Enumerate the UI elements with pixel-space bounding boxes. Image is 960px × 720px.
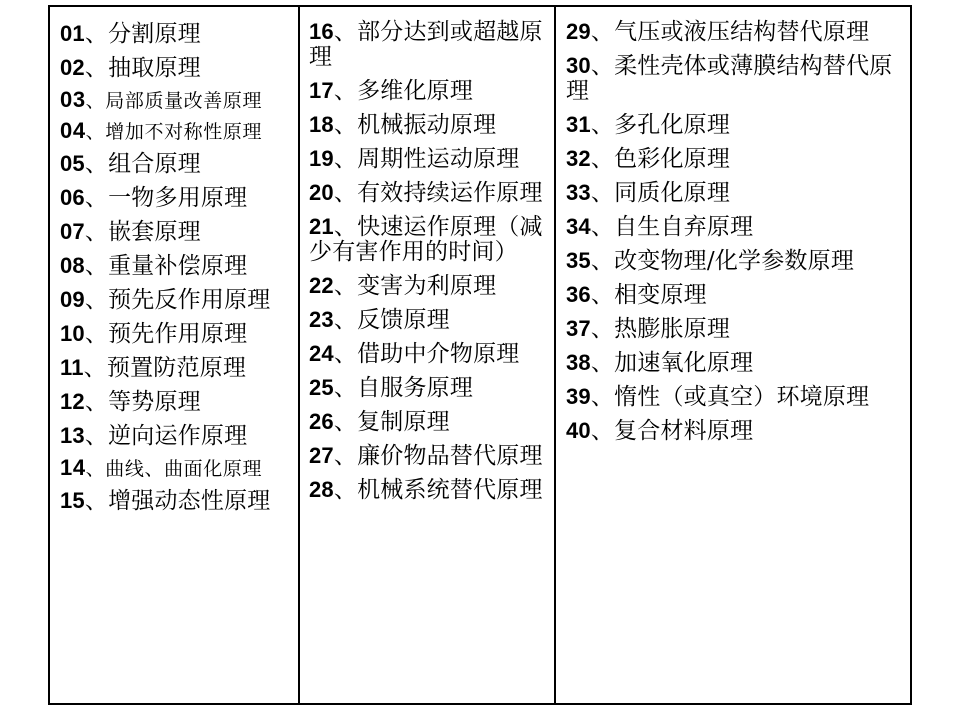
principle-number: 39 xyxy=(566,384,591,409)
principle-name: 多孔化原理 xyxy=(614,112,731,138)
principle-item xyxy=(60,423,292,449)
principle-number: 03 xyxy=(60,87,86,112)
principle-item xyxy=(60,185,292,211)
principle-number: 10 xyxy=(60,321,85,346)
principle-name: 改变物理/化学参数原理 xyxy=(614,248,855,274)
principle-name: 机械系统替代原理 xyxy=(357,477,543,503)
principle-separator: 、 xyxy=(85,90,106,112)
principle-name: 自服务原理 xyxy=(357,375,474,401)
principles-table xyxy=(48,5,912,705)
principle-separator: 、 xyxy=(590,19,615,45)
principle-number: 31 xyxy=(566,112,591,137)
principle-name: 同质化原理 xyxy=(614,180,731,206)
principle-name: 借助中介物原理 xyxy=(357,341,520,367)
principle-separator: 、 xyxy=(85,458,106,480)
principles-column-2 xyxy=(298,7,554,703)
principle-number: 36 xyxy=(566,282,591,307)
principle-item xyxy=(309,112,548,138)
principle-number: 12 xyxy=(60,389,85,414)
principle-name: 局部质量改善原理 xyxy=(105,90,263,112)
principle-separator: 、 xyxy=(590,384,615,410)
principle-item xyxy=(566,19,904,45)
principle-number: 09 xyxy=(60,287,85,312)
principle-separator: 、 xyxy=(333,409,358,435)
principle-name: 加速氧化原理 xyxy=(614,350,754,376)
principle-item xyxy=(60,55,292,81)
principle-item xyxy=(309,19,548,70)
principle-number: 06 xyxy=(60,185,85,210)
principle-number: 04 xyxy=(60,118,86,143)
principle-number: 26 xyxy=(309,409,334,434)
principle-number: 40 xyxy=(566,418,591,443)
principle-number: 20 xyxy=(309,180,334,205)
principle-name: 快速运作原理（减少有害作用的时间） xyxy=(309,214,543,265)
principle-separator: 、 xyxy=(84,21,109,47)
principle-item xyxy=(60,287,292,313)
principle-separator: 、 xyxy=(84,423,109,449)
principle-separator: 、 xyxy=(84,219,109,245)
principle-separator: 、 xyxy=(590,53,615,79)
principle-name: 重量补偿原理 xyxy=(108,253,248,279)
principle-number: 21 xyxy=(309,214,334,239)
principle-number: 07 xyxy=(60,219,85,244)
principle-item xyxy=(309,273,548,299)
principle-name: 多维化原理 xyxy=(357,78,474,104)
principles-column-1 xyxy=(50,7,298,703)
principle-name: 自生自弃原理 xyxy=(614,214,754,240)
principle-item xyxy=(60,253,292,279)
principle-item xyxy=(309,409,548,435)
principle-name: 反馈原理 xyxy=(357,307,450,333)
principle-item xyxy=(309,78,548,104)
principle-separator: 、 xyxy=(333,112,358,138)
principle-name: 复制原理 xyxy=(357,409,450,435)
principle-separator: 、 xyxy=(590,316,615,342)
principle-separator: 、 xyxy=(83,355,107,381)
principle-separator: 、 xyxy=(333,78,358,104)
principle-separator: 、 xyxy=(590,350,615,376)
principle-item xyxy=(60,89,292,112)
principle-item xyxy=(309,477,548,503)
principle-separator: 、 xyxy=(333,273,358,299)
principle-item xyxy=(60,355,292,381)
principle-number: 16 xyxy=(309,19,334,44)
principle-name: 部分达到或超越原理 xyxy=(309,19,543,70)
principle-name: 周期性运动原理 xyxy=(357,146,520,172)
principle-name: 曲线、曲面化原理 xyxy=(105,458,263,480)
principle-separator: 、 xyxy=(590,248,615,274)
principle-item xyxy=(60,389,292,415)
principle-item xyxy=(309,443,548,469)
principle-number: 19 xyxy=(309,146,334,171)
principle-separator: 、 xyxy=(333,307,358,333)
principle-name: 抽取原理 xyxy=(108,55,201,81)
principle-name: 色彩化原理 xyxy=(614,146,731,172)
principle-number: 01 xyxy=(60,21,85,46)
principle-item xyxy=(566,214,904,240)
principle-separator: 、 xyxy=(84,185,109,211)
principle-number: 23 xyxy=(309,307,334,332)
principle-name: 一物多用原理 xyxy=(108,185,248,211)
principle-separator: 、 xyxy=(333,375,358,401)
principle-item xyxy=(566,248,904,274)
principle-number: 29 xyxy=(566,19,591,44)
principle-number: 34 xyxy=(566,214,591,239)
principle-number: 38 xyxy=(566,350,591,375)
principle-item xyxy=(309,341,548,367)
principle-name: 机械振动原理 xyxy=(357,112,497,138)
principle-separator: 、 xyxy=(84,321,109,347)
principle-name: 预置防范原理 xyxy=(106,355,247,381)
principle-name: 增加不对称性原理 xyxy=(105,121,263,143)
principle-item xyxy=(566,112,904,138)
principle-separator: 、 xyxy=(333,443,358,469)
principle-item xyxy=(309,180,548,206)
principle-separator: 、 xyxy=(333,477,358,503)
principle-item xyxy=(566,282,904,308)
principle-item xyxy=(566,180,904,206)
principle-item xyxy=(60,120,292,143)
principle-separator: 、 xyxy=(590,146,615,172)
principle-separator: 、 xyxy=(84,389,109,415)
principle-separator: 、 xyxy=(84,287,109,313)
principle-separator: 、 xyxy=(590,418,615,444)
principle-name: 廉价物品替代原理 xyxy=(357,443,543,469)
principle-item xyxy=(566,384,904,410)
principle-number: 22 xyxy=(309,273,334,298)
principle-separator: 、 xyxy=(333,214,358,240)
principle-item xyxy=(60,457,292,480)
principle-separator: 、 xyxy=(84,488,109,514)
principle-name: 柔性壳体或薄膜结构替代原理 xyxy=(566,53,893,104)
principle-name: 等势原理 xyxy=(108,389,201,415)
principle-number: 28 xyxy=(309,477,334,502)
principle-name: 增强动态性原理 xyxy=(108,488,271,514)
principle-name: 预先反作用原理 xyxy=(108,287,271,313)
principle-number: 27 xyxy=(309,443,334,468)
principle-number: 11 xyxy=(60,355,84,380)
principle-name: 逆向运作原理 xyxy=(108,423,248,449)
principle-item xyxy=(60,321,292,347)
principle-item xyxy=(309,146,548,172)
principle-number: 02 xyxy=(60,55,85,80)
principle-name: 热膨胀原理 xyxy=(614,316,731,342)
principles-column-3 xyxy=(554,7,910,703)
principle-item xyxy=(60,219,292,245)
principle-name: 复合材料原理 xyxy=(614,418,754,444)
principle-item xyxy=(60,151,292,177)
principle-separator: 、 xyxy=(84,55,109,81)
principle-name: 预先作用原理 xyxy=(108,321,248,347)
principle-number: 13 xyxy=(60,423,85,448)
principle-number: 08 xyxy=(60,253,85,278)
principle-separator: 、 xyxy=(84,253,109,279)
principle-separator: 、 xyxy=(590,180,615,206)
principle-separator: 、 xyxy=(590,112,615,138)
principle-item xyxy=(60,21,292,47)
principle-item xyxy=(566,146,904,172)
principle-number: 30 xyxy=(566,53,591,78)
principle-separator: 、 xyxy=(85,121,106,143)
principle-separator: 、 xyxy=(333,180,358,206)
principle-separator: 、 xyxy=(333,146,358,172)
principle-separator: 、 xyxy=(84,151,109,177)
principle-number: 25 xyxy=(309,375,334,400)
principle-item xyxy=(309,307,548,333)
principle-item xyxy=(60,488,292,514)
principle-separator: 、 xyxy=(333,19,358,45)
principle-number: 05 xyxy=(60,151,85,176)
principle-separator: 、 xyxy=(590,214,615,240)
principle-number: 17 xyxy=(309,78,334,103)
principle-number: 35 xyxy=(566,248,591,273)
principle-item xyxy=(566,53,904,104)
principle-name: 气压或液压结构替代原理 xyxy=(614,19,870,45)
principle-name: 分割原理 xyxy=(108,21,201,47)
principle-name: 有效持续运作原理 xyxy=(357,180,543,206)
principle-number: 14 xyxy=(60,455,86,480)
principle-number: 33 xyxy=(566,180,591,205)
principle-name: 嵌套原理 xyxy=(108,219,201,245)
principle-item xyxy=(566,316,904,342)
principle-separator: 、 xyxy=(333,341,358,367)
principle-number: 18 xyxy=(309,112,334,137)
principle-number: 37 xyxy=(566,316,591,341)
principle-number: 15 xyxy=(60,488,85,513)
principle-item xyxy=(309,375,548,401)
principle-number: 24 xyxy=(309,341,334,366)
principle-item xyxy=(566,350,904,376)
principle-number: 32 xyxy=(566,146,591,171)
principle-name: 变害为利原理 xyxy=(357,273,497,299)
principle-separator: 、 xyxy=(590,282,615,308)
principle-item xyxy=(566,418,904,444)
principle-name: 相变原理 xyxy=(614,282,707,308)
principle-name: 惰性（或真空）环境原理 xyxy=(614,384,870,410)
principle-item xyxy=(309,214,548,265)
principle-name: 组合原理 xyxy=(108,151,201,177)
